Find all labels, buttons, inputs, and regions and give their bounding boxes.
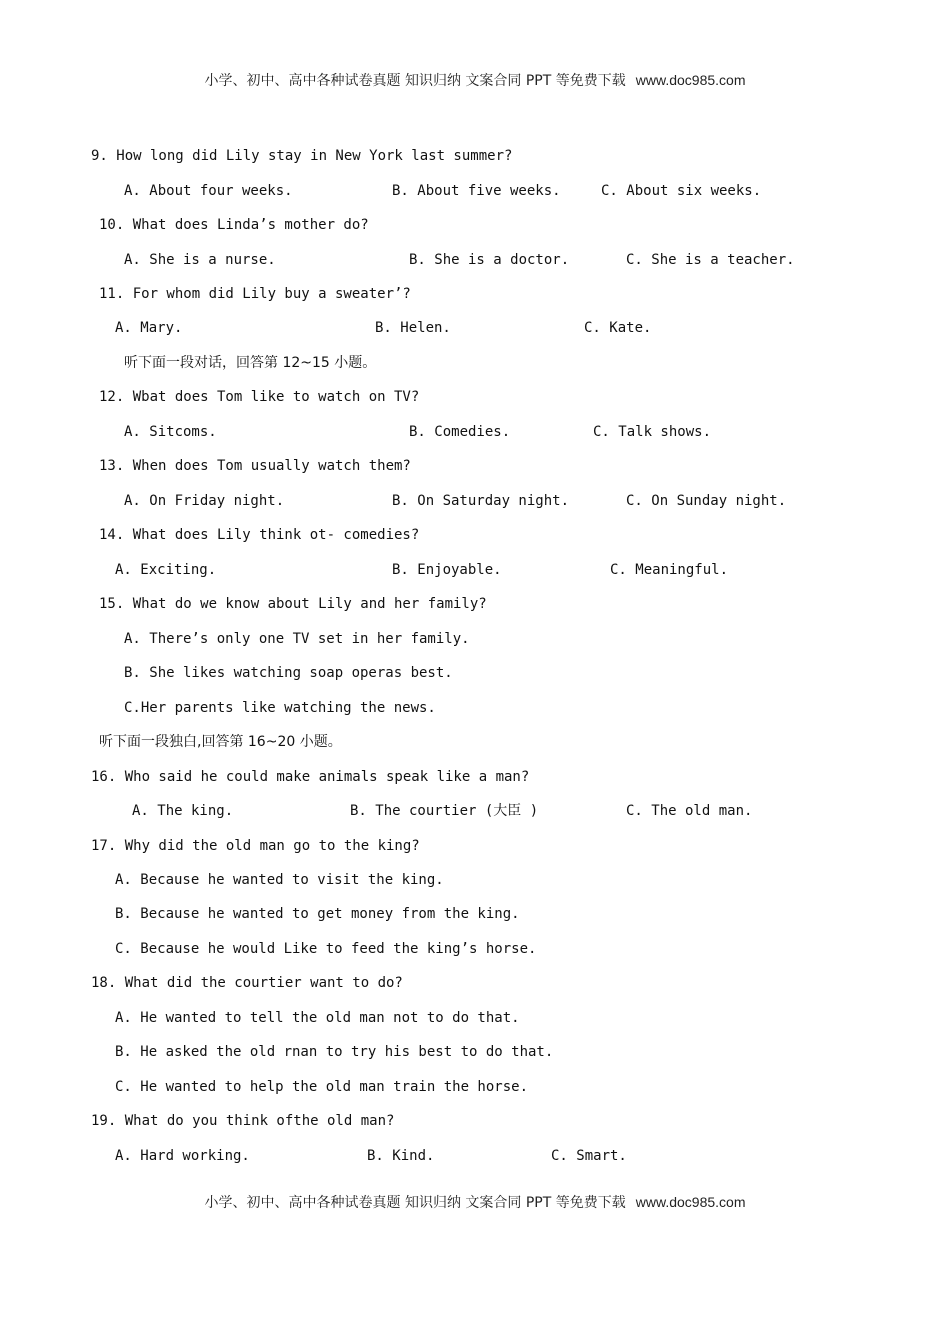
q12-option-a: A. Sitcoms.	[124, 424, 217, 440]
q17-option-b: B. Because he wanted to get money from the king.	[115, 906, 520, 922]
q16-option-c: C. The old man.	[626, 803, 753, 819]
question-12: 12. Wbat does Tom like to watch on TV?	[99, 389, 420, 405]
section-instruction-12-15: 听下面一段对话，回答第 12~15 小题。	[124, 355, 377, 371]
q14-option-a: A. Exciting.	[115, 562, 217, 578]
question-18: 18. What did the courtier want to do?	[91, 975, 403, 991]
q12-option-b: B. Comedies.	[409, 424, 511, 440]
question-10: 10. What does Linda’s mother do?	[99, 217, 369, 233]
q9-option-a: A. About four weeks.	[124, 183, 293, 199]
q10-option-c: C. She is a teacher.	[626, 252, 795, 268]
q11-option-c: C. Kate.	[584, 320, 652, 336]
q19-option-c: C. Smart.	[551, 1148, 627, 1164]
q9-option-c: C. About six weeks.	[601, 183, 762, 199]
q14-option-c: C. Meaningful.	[610, 562, 729, 578]
q11-option-a: A. Mary.	[115, 320, 183, 336]
q10-option-a: A. She is a nurse.	[124, 252, 276, 268]
page-footer	[0, 1192, 950, 1212]
q18-option-b: B. He asked the old rnan to try his best to do that.	[115, 1044, 554, 1060]
q18-option-a: A. He wanted to tell the old man not to do that.	[115, 1010, 520, 1026]
footer-url: www.doc985.com	[635, 1194, 746, 1210]
page-header	[0, 70, 950, 90]
q15-option-b: B. She likes watching soap operas best.	[124, 665, 453, 681]
footer-text: 小学、初中、高中各种试卷真题 知识归纳 文案合同 PPT 等免费下载	[204, 1195, 626, 1211]
q13-option-c: C. On Sunday night.	[626, 493, 787, 509]
q13-option-b: B. On Saturday night.	[392, 493, 570, 509]
q19-option-b: B. Kind.	[367, 1148, 435, 1164]
section-instruction-16-20: 听下面一段独白,回答第 16~20 小题。	[99, 734, 342, 750]
q16-option-b: B. The courtier (大臣 )	[350, 803, 539, 819]
question-11: 11. For whom did Lily buy a sweater’?	[99, 286, 411, 302]
question-16: 16. Who said he could make animals speak like a man?	[91, 769, 530, 785]
question-19: 19. What do you think ofthe old man?	[91, 1113, 395, 1129]
q13-option-a: A. On Friday night.	[124, 493, 285, 509]
q11-option-b: B. Helen.	[375, 320, 451, 336]
question-17: 17. Why did the old man go to the king?	[91, 838, 420, 854]
question-14: 14. What does Lily think ot- comedies?	[99, 527, 420, 543]
q18-option-c: C. He wanted to help the old man train the horse.	[115, 1079, 529, 1095]
q14-option-b: B. Enjoyable.	[392, 562, 502, 578]
q12-option-c: C. Talk shows.	[593, 424, 712, 440]
q17-option-c: C. Because he would Like to feed the king’s horse.	[115, 941, 537, 957]
question-15: 15. What do we know about Lily and her family?	[99, 596, 487, 612]
header-url: www.doc985.com	[635, 72, 746, 88]
q19-option-a: A. Hard working.	[115, 1148, 250, 1164]
q17-option-a: A. Because he wanted to visit the king.	[115, 872, 444, 888]
q10-option-b: B. She is a doctor.	[409, 252, 570, 268]
q9-option-b: B. About five weeks.	[392, 183, 561, 199]
question-13: 13. When does Tom usually watch them?	[99, 458, 411, 474]
question-9: 9. How long did Lily stay in New York last summer?	[91, 148, 513, 164]
q16-option-a: A. The king.	[132, 803, 234, 819]
q15-option-c: C.Her parents like watching the news.	[124, 700, 436, 716]
header-text: 小学、初中、高中各种试卷真题 知识归纳 文案合同 PPT 等免费下载	[204, 73, 626, 89]
q15-option-a: A. There’s only one TV set in her family.	[124, 631, 470, 647]
